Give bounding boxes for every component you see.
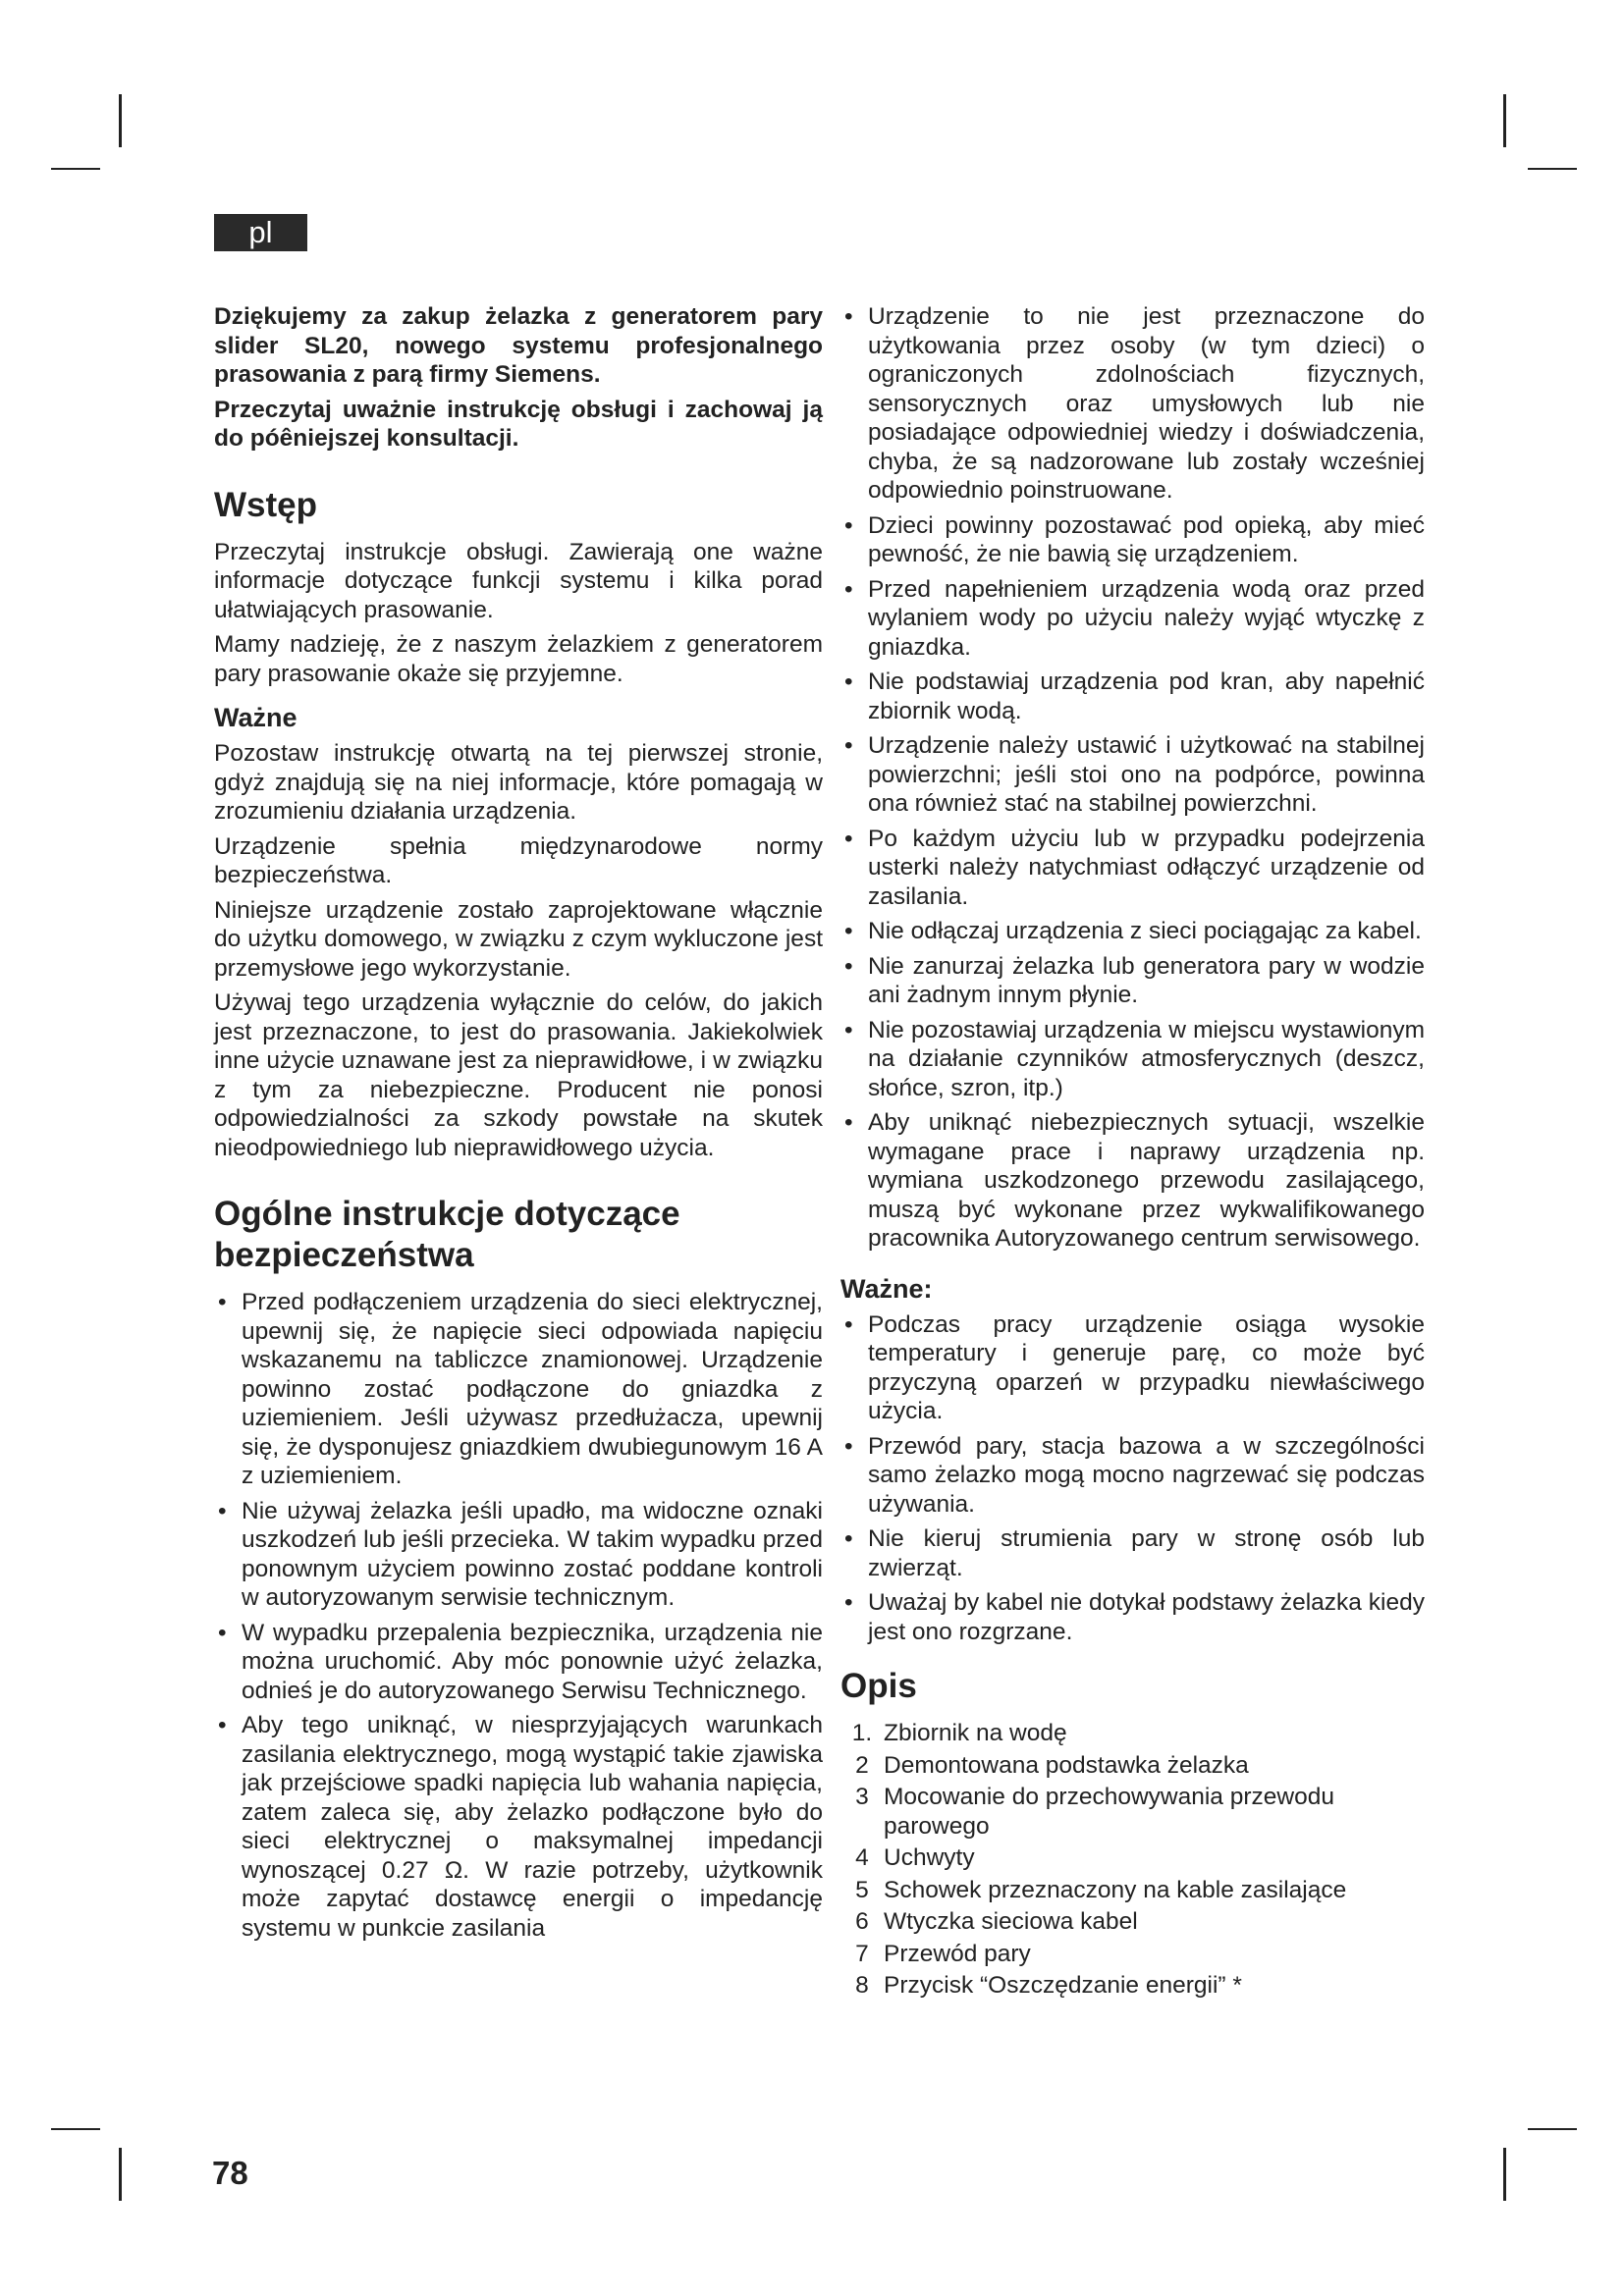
safety-item: • Przed podłączeniem urządzenia do sieci elektrycznej, upewnij się, że napięcie sieci odpowiada napięciu wskazanemu na tabliczce znamionowej. Urządzenie powinno zostać podłączone do gniazdka z uziemieniem. Jeśli używasz przedłużacza, upewnij się, że dysponujesz gniazdkiem dwubiegunowym 16 A z uziemieniem. <box>214 1288 823 1491</box>
opis-item-number: 7 <box>855 1940 869 1967</box>
language-tab: pl <box>214 214 307 251</box>
opis-item <box>840 1751 1425 1781</box>
wazne-item: • Przewód pary, stacja bazowa a w szczególności samo żelazko mogą mocno nagrzewać się podczas używania. <box>840 1432 1425 1520</box>
opis-item <box>840 1783 1425 1841</box>
crop-mark-top-left-vertical <box>119 94 122 147</box>
safety-list-left <box>214 1288 823 1943</box>
opis-item <box>840 1843 1425 1873</box>
opis-item-number: 5 <box>855 1876 869 1903</box>
opis-item <box>840 1907 1425 1937</box>
opis-item-text: Przycisk “Oszczędzanie energii” * <box>884 1972 1242 1999</box>
safety-item: • Aby uniknąć niebezpiecznych sytuacji, wszelkie wymagane prace i naprawy urządzenia np. wymiana uszkodzonego przewodu zasilającego, muszą być wykonane przez wykwalifikowanego pracownika Autoryzowanego centrum serwisowego. <box>840 1108 1425 1254</box>
heading-wazne: Ważne <box>214 703 298 732</box>
safety-item: • Nie odłączaj urządzenia z sieci pociągając za kabel. <box>840 917 1425 946</box>
safety-item: • Urządzenie to nie jest przeznaczone do użytkowania przez osoby (w tym dzieci) o ograniczonych zdolnościach fizycznych, sensorycznych oraz umysłowych lub nie posiadające odpowiedniej wiedzy i doświadczenia, chyba, że są nadzorowane lub zostały wcześniej odpowiednio poinstruowane. <box>840 302 1425 506</box>
left-column <box>214 302 823 1949</box>
opis-item-text: Demontowana podstawka żelazka <box>884 1751 1249 1779</box>
intro-read-instructions: Przeczytaj uważnie instrukcję obsługi i zachowaj ją do póêniejszej konsultacji. <box>214 396 823 452</box>
wstep-paragraph: Przeczytaj instrukcje obsługi. Zawierają one ważne informacje dotyczące funkcji systemu i kilka porad ułatwiających prasowanie. <box>214 538 823 623</box>
crop-mark-bottom-right-horizontal <box>1528 2128 1577 2130</box>
opis-item-number: 2 <box>855 1751 869 1779</box>
opis-item-text: Mocowanie do przechowywania przewodu parowego <box>884 1784 1334 1840</box>
safety-item: • Urządzenie należy ustawić i użytkować na stabilnej powierzchni; jeśli stoi ono na podpórce, powinna ona również stać na stabilnej powierzchni. <box>840 731 1425 819</box>
heading-wstep: Wstęp <box>214 485 317 524</box>
intro-thanks: Dziękujemy za zakup żelazka z generatorem pary slider SL20, nowego systemu profesjonalnego prasowania z parą firmy Siemens. <box>214 303 823 388</box>
safety-item: • Nie podstawiaj urządzenia pod kran, aby napełnić zbiornik wodą. <box>840 667 1425 725</box>
wazne-paragraph: Niniejsze urządzenie zostało zaprojektowane włącznie do użytku domowego, w związku z czym wykluczone jest przemysłowe jego wykorzystanie. <box>214 896 823 982</box>
wstep-paragraph: Mamy nadzieję, że z naszym żelazkiem z generatorem pary prasowanie okaże się przyjemne. <box>214 631 823 687</box>
heading-safety: Ogólne instrukcje dotyczące bezpieczeństwa <box>214 1195 680 1274</box>
wazne-item: • Uważaj by kabel nie dotykał podstawy żelazka kiedy jest ono rozgrzane. <box>840 1588 1425 1646</box>
heading-opis: Opis <box>840 1667 917 1705</box>
page-number: 78 <box>212 2155 248 2191</box>
safety-item: • Aby tego uniknąć, w niesprzyjających warunkach zasilania elektrycznego, mogą wystąpić takie zjawiska jak przejściowe spadki napięcia lub wahania napięcia, zatem zaleca się, aby żelazko podłączone było do sieci elektrycznej o maksymalnej impedancji wynoszącej 0.27 Ω. W razie potrzeby, użytkownik może zapytać dostawcę energii o impedancję systemu w punkcie zasilania <box>214 1711 823 1943</box>
wazne-item: • Podczas pracy urządzenie osiąga wysokie temperatury i generuje parę, co może być przyczyną oparzeń w przypadku niewłaściwego użycia. <box>840 1310 1425 1426</box>
opis-item <box>840 1719 1425 1748</box>
right-column <box>840 302 1425 2003</box>
safety-item: • Nie pozostawiaj urządzenia w miejscu wystawionym na działanie czynników atmosferycznych (deszcz, słońce, szron, itp.) <box>840 1016 1425 1103</box>
safety-item: • Nie używaj żelazka jeśli upadło, ma widoczne oznaki uszkodzeń lub jeśli przecieka. W takim wypadku przed ponownym użyciem powinno zostać poddane kontroli w autoryzowanym serwisie technicznym. <box>214 1497 823 1613</box>
opis-item-text: Przewód pary <box>884 1940 1031 1967</box>
safety-item: • Nie zanurzaj żelazka lub generatora pary w wodzie ani żadnym innym płynie. <box>840 952 1425 1010</box>
opis-item-number: 3 <box>855 1784 869 1810</box>
crop-mark-bottom-left-horizontal <box>51 2128 100 2130</box>
safety-item: • W wypadku przepalenia bezpiecznika, urządzenia nie można uruchomić. Aby móc ponownie użyć żelazka, odnieś je do autoryzowanego Serwisu Technicznego. <box>214 1619 823 1706</box>
opis-item-text: Wtyczka sieciowa kabel <box>884 1908 1138 1935</box>
crop-mark-bottom-left-vertical <box>119 2148 122 2201</box>
opis-item-text: Schowek przeznaczony na kable zasilające <box>884 1876 1347 1903</box>
safety-item: • Przed napełnieniem urządzenia wodą oraz przed wylaniem wody po użyciu należy wyjąć wtyczkę z gniazdka. <box>840 575 1425 663</box>
opis-item-text: Uchwyty <box>884 1844 975 1871</box>
opis-item-number: 1. <box>851 1720 873 1746</box>
opis-list <box>840 1719 1425 2001</box>
crop-mark-top-right-vertical <box>1503 94 1506 147</box>
crop-mark-top-right-horizontal <box>1528 168 1577 170</box>
wazne-paragraph: Urządzenie spełnia międzynarodowe normy bezpieczeństwa. <box>214 832 823 888</box>
opis-item-text: Zbiornik na wodę <box>884 1720 1067 1746</box>
safety-item: • Dzieci powinny pozostawać pod opieką, aby mieć pewność, że nie bawią się urządzeniem. <box>840 511 1425 569</box>
wazne-paragraph: Pozostaw instrukcję otwartą na tej pierwszej stronie, gdyż znajdują się na niej informacje, które pomagają w zrozumieniu działania urządzenia. <box>214 740 823 825</box>
opis-item-number: 8 <box>855 1972 869 1999</box>
safety-list-right <box>840 302 1425 1254</box>
opis-item <box>840 1940 1425 1969</box>
crop-mark-bottom-right-vertical <box>1503 2148 1506 2201</box>
opis-item-number: 4 <box>855 1844 869 1871</box>
crop-mark-top-left-horizontal <box>51 168 100 170</box>
opis-item <box>840 1876 1425 1905</box>
safety-item: • Po każdym użyciu lub w przypadku podejrzenia usterki należy natychmiast odłączyć urządzenie od zasilania. <box>840 825 1425 912</box>
wazne-list <box>840 1310 1425 1647</box>
opis-item <box>840 1971 1425 2001</box>
wazne-item: • Nie kieruj strumienia pary w stronę osób lub zwierząt. <box>840 1524 1425 1582</box>
heading-wazne-2: Ważne: <box>840 1273 933 1304</box>
wazne-paragraph: Używaj tego urządzenia wyłącznie do celów, do jakich jest przeznaczone, to jest do prasowania. Jakiekolwiek inne użycie uznawane jest za nieprawidłowe, i w związku z tym za niebezpieczne. Producent nie ponosi odpowiedzialności za szkody powstałe na skutek nieodpowiedniego lub nieprawidłowego użycia. <box>214 989 823 1161</box>
opis-item-number: 6 <box>855 1908 869 1935</box>
